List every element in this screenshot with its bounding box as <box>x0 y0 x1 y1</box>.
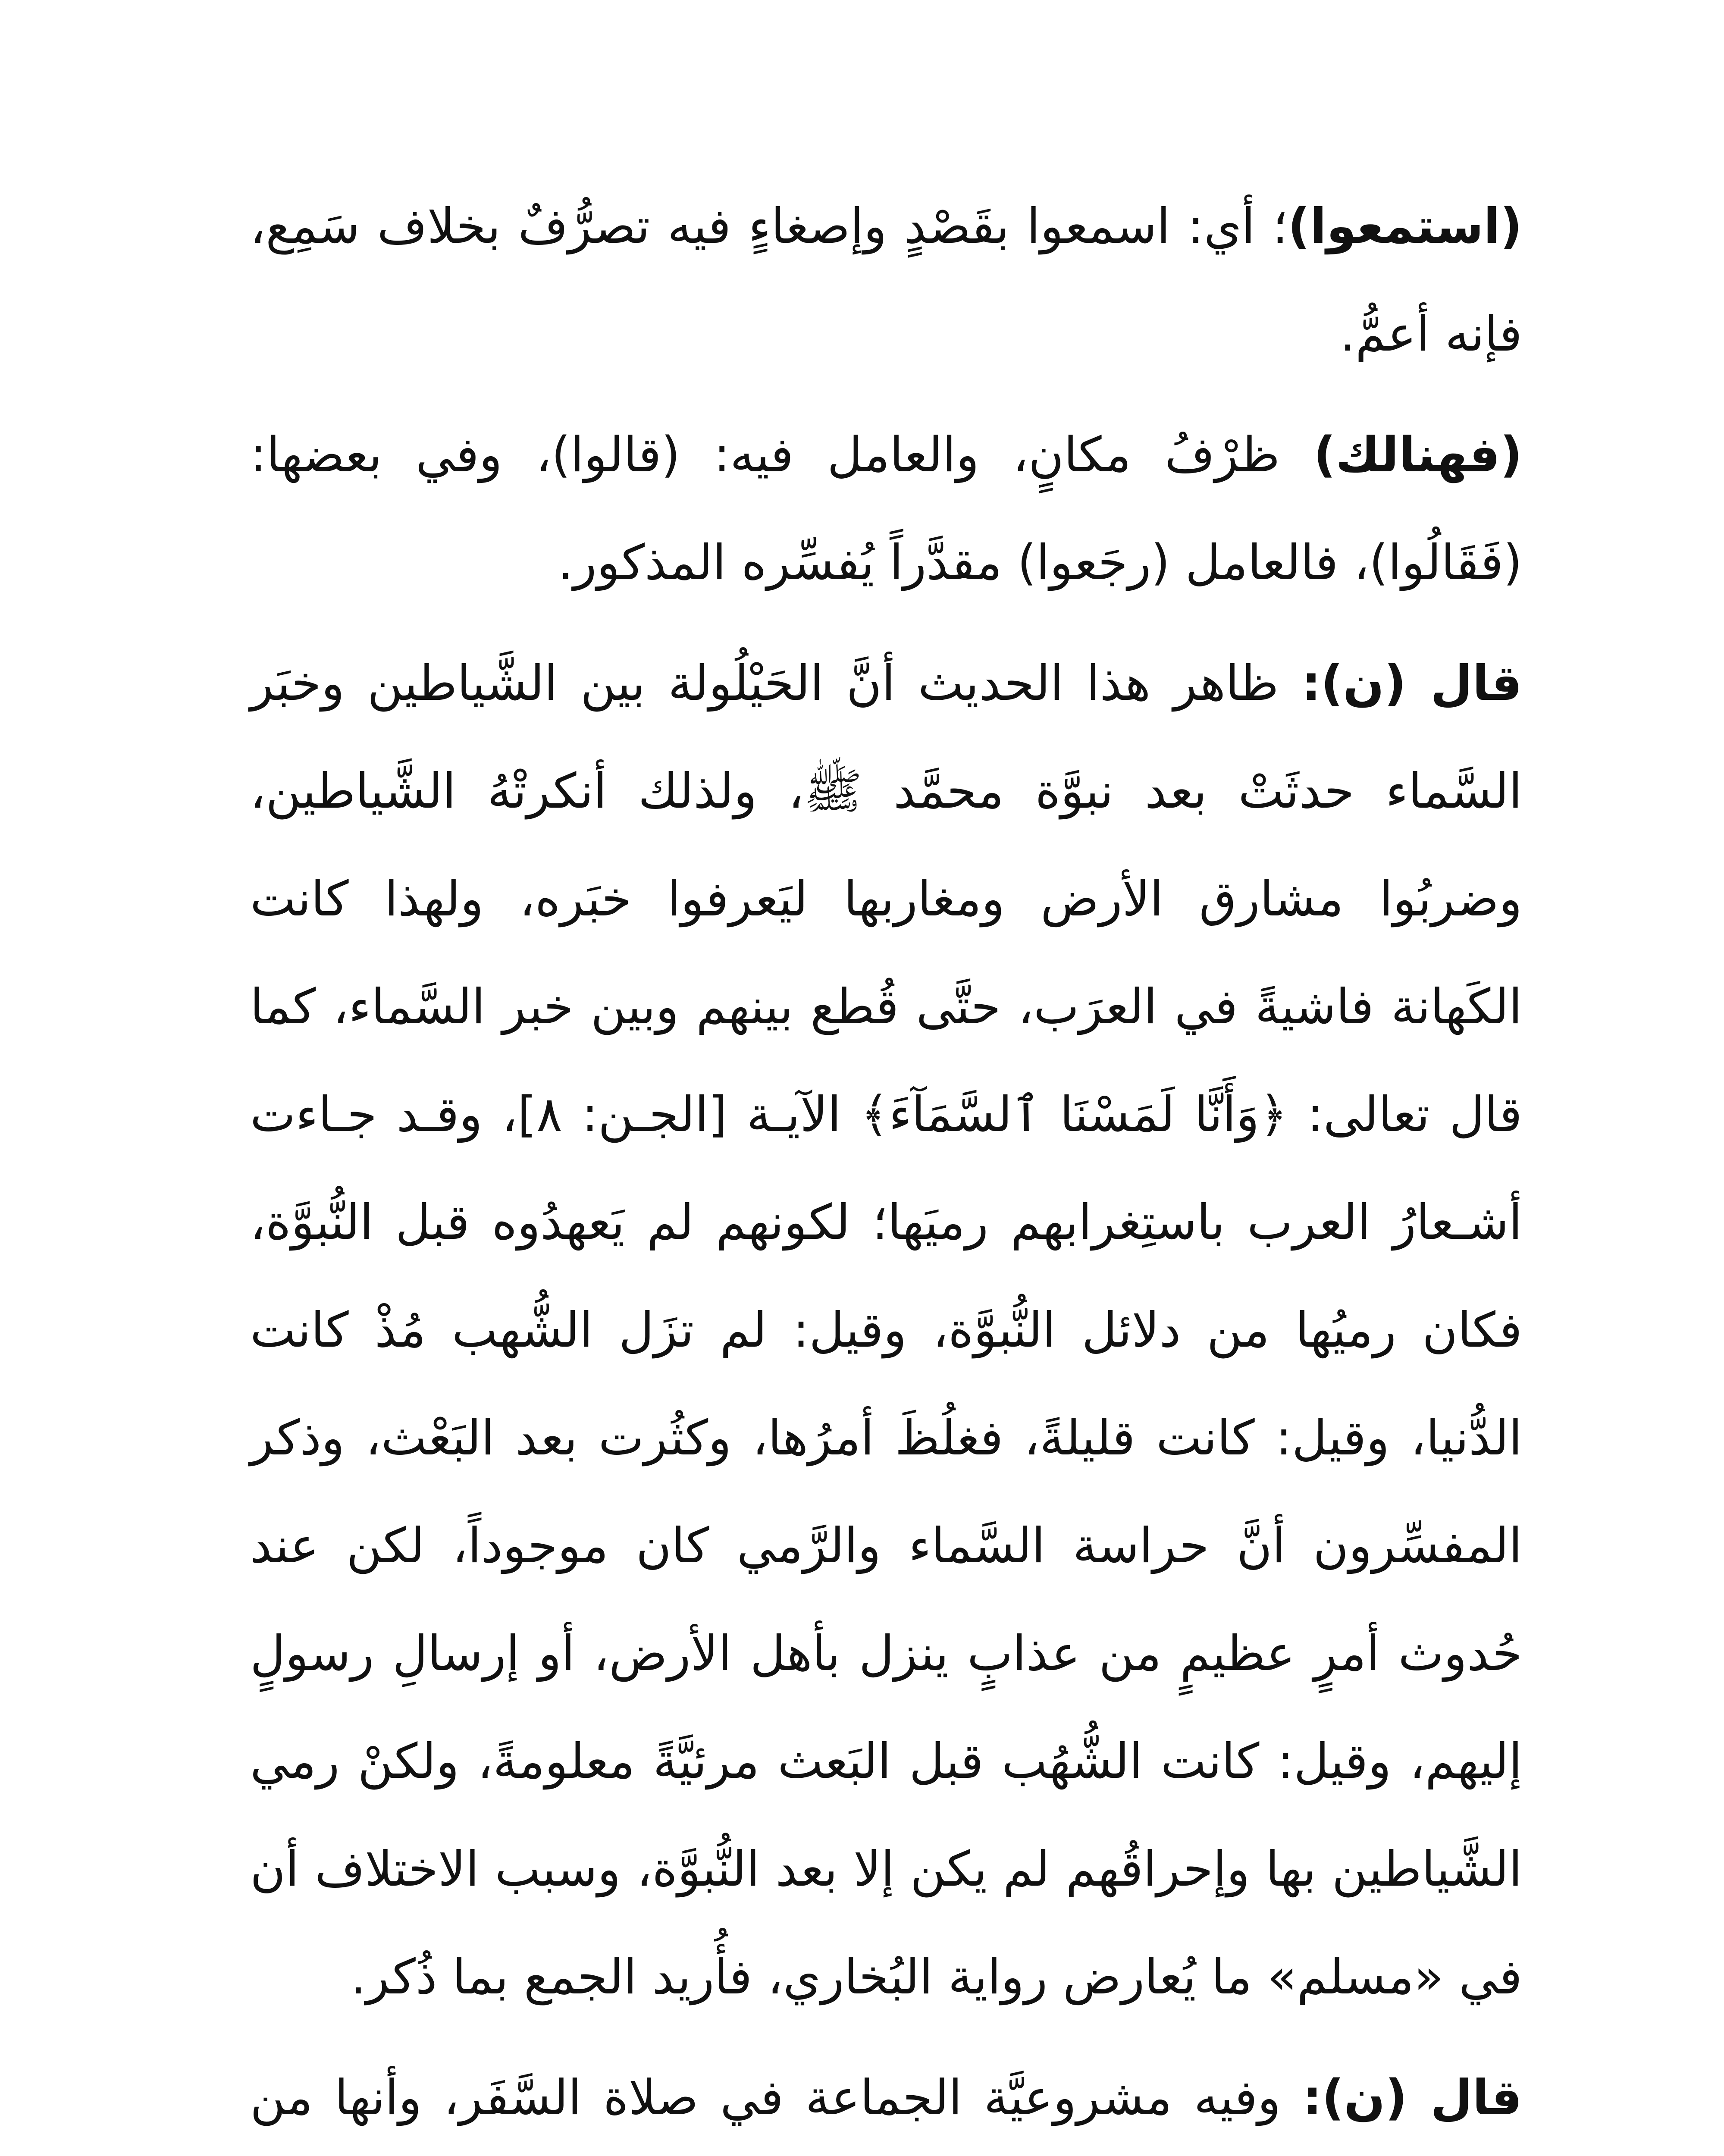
paragraph-2 <box>250 401 1522 617</box>
paragraph-lead: (فهنالك) <box>1313 427 1522 483</box>
paragraph-lead: قال (ن): <box>1302 2070 1522 2126</box>
paragraph-text: وفيه مشروعيَّة الجماعة في صلاة السَّفَر، وأنها من <box>250 2070 1281 2126</box>
paragraph-1 <box>250 172 1522 388</box>
paragraph-3 <box>250 630 1522 2031</box>
paragraph-text: ؛ أي: اسمعوا بقَصْدٍ وإصغاءٍ فيه تصرُّفٌ بخلاف سَمِع، فإنه أعمُّ. <box>250 198 1522 362</box>
paragraph-text: ظاهر هذا الحديث أنَّ الحَيْلُولة بين الشَّياطين وخبَر السَّماء حدثَتْ بعد نبوَّة محمَّد ﷺ، ولذلك أنكرتْهُ الشَّياطين، وضربُوا مشارق الأرض ومغاربها ليَعرفوا خبَره، ولهذا كانت الكَهانة فاشيةً في العرَب، حتَّى قُطع بينهم وبين خبر السَّماء، كما قال تعالى: ﴿وَأَنَّا لَمَسْنَا ٱلسَّمَآءَ﴾ الآيـة [الجـن: ٨]، وقـد جـاءت أشـعارُ العرب باستِغرابهم رميَها؛ لكونهم لم يَعهدُوه قبل النُّبوَّة، فكان رميُها من دلائل النُّبوَّة، وقيل: لم تزَل الشُّهب مُذْ كانت الدُّنيا، وقيل: كانت قليلةً، فغلُظَ أمرُها، وكثُرت بعد البَعْث، وذكر المفسِّرون أنَّ حراسة السَّماء والرَّمي كان موجوداً، لكن عند حُدوث أمرٍ عظيمٍ من عذابٍ ينزل بأهل الأرض، أو إرسالِ رسولٍ إليهم، وقيل: كانت الشُّهُب قبل البَعث مرئيَّةً معلومةً، ولكنْ رمي الشَّياطين بها وإحراقُهم لم يكن إلا بعد النُّبوَّة، وسبب الاختلاف أن في «مسلم» ما يُعارض رواية البُخاري، فأُريد الجمع بما ذُكر. <box>250 655 1523 2005</box>
paragraph-lead: (استمعوا) <box>1288 198 1522 254</box>
body-text <box>250 172 1522 2156</box>
paragraph-lead: قال (ن): <box>1301 655 1523 711</box>
paragraph-4 <box>250 2044 1522 2156</box>
paragraph-text: ظرْفُ مكانٍ، والعامل فيه: (قالوا)، وفي بعضها: (فَقَالُوا)، فالعامل (رجَعوا) مقدَّراً يُفسِّره المذكور. <box>250 427 1522 591</box>
